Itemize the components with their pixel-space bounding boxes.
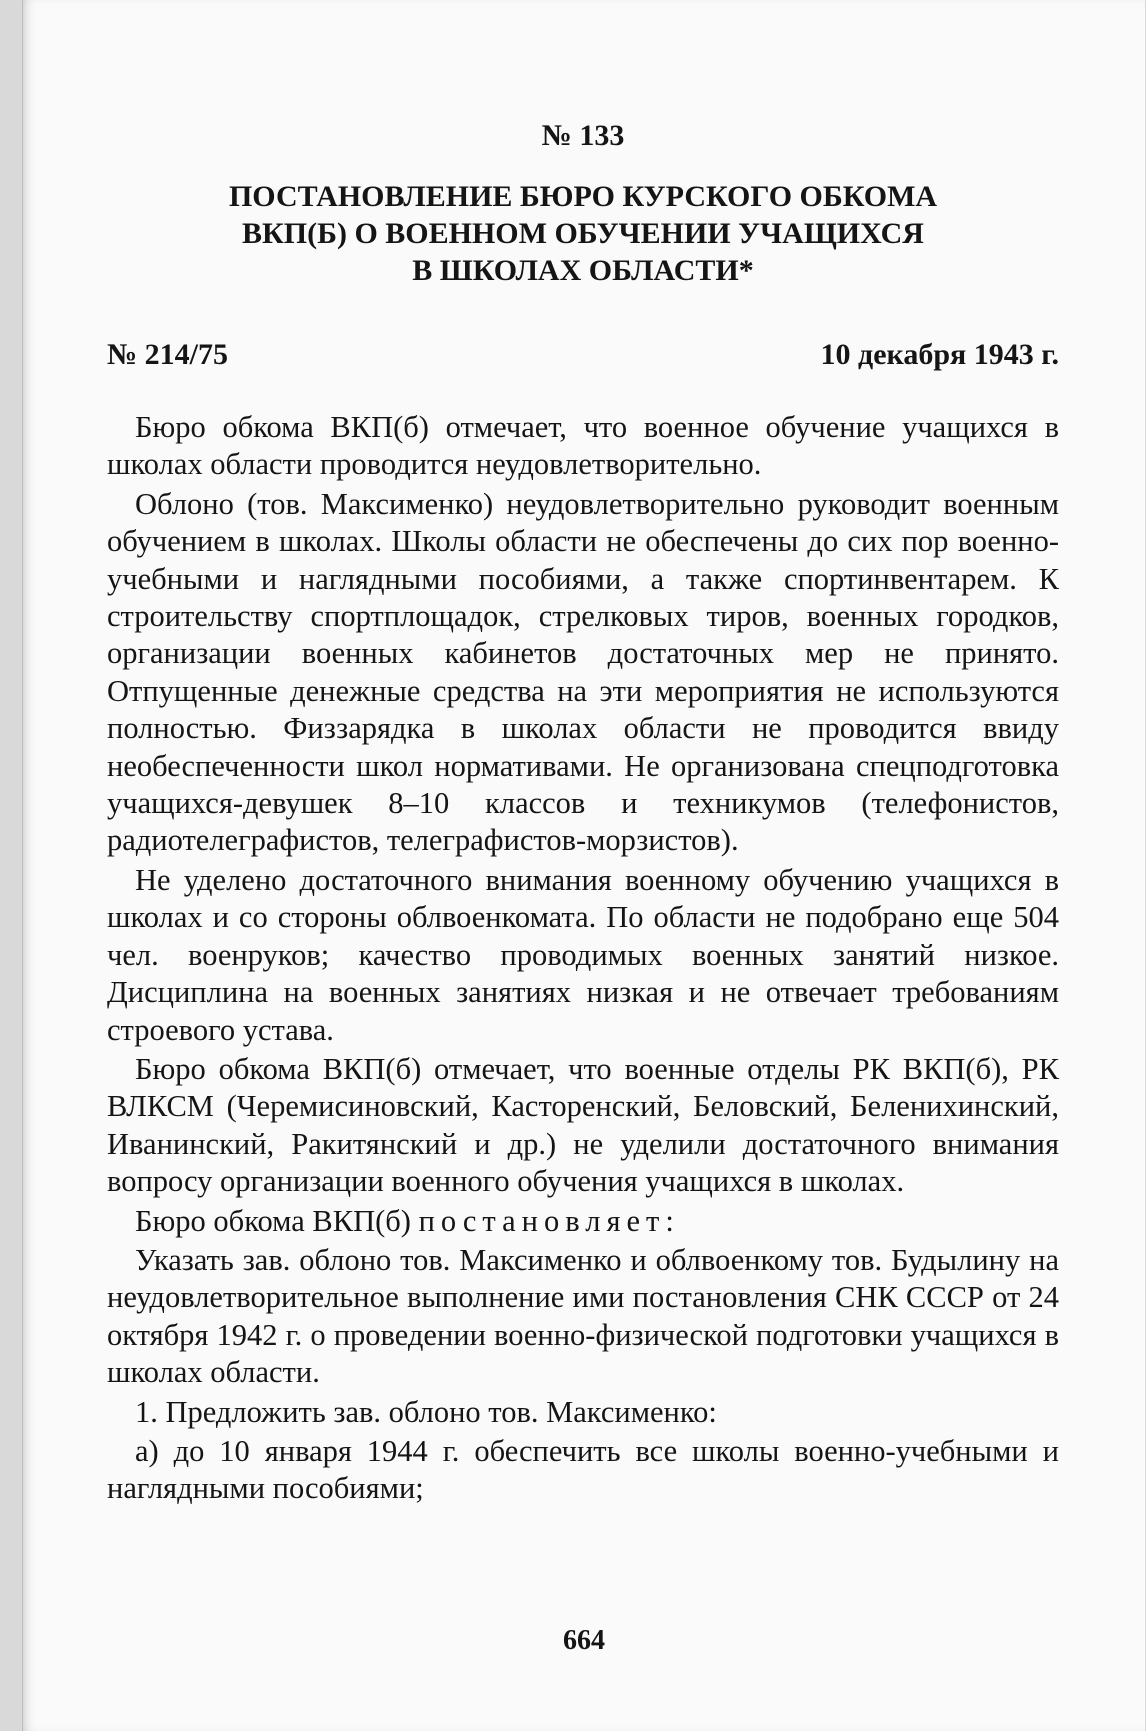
document-meta: [107, 337, 1059, 373]
document-page: [22, 0, 1145, 1731]
protocol-number: № 214/75: [107, 338, 228, 371]
paragraph-6: 1. Предложить зав. облоно тов. Максименко:: [135, 1394, 717, 1429]
resolution-prefix: Бюро обкома ВКП(б): [135, 1203, 419, 1238]
paragraph-7: а) до 10 января 1944 г. обеспечить все школы военно-учебными и наглядными пособиями;: [107, 1433, 1059, 1506]
paragraph-2: Облоно (тов. Максименко) неудовлетворительно руководит военным обучением в школах. Школы области не обеспечены до сих пор военно-учебными и наглядными пособиями, а также спортинвентарем. К строительству спортплощадок, стрелковых тиров, военных городков, организации военных кабинетов достаточных мер не принято. Отпущенные денежные средства на эти мероприятия не используются полностью. Физзарядка в школах области не проводится ввиду необеспеченности школ нормативами. Не организована спецподготовка учащихся-девушек 8–10 классов и техникумов (телефонистов, радиотелеграфистов, телеграфистов-морзистов).: [107, 486, 1059, 858]
resolution-line: [107, 1203, 1059, 1240]
page-number: 664: [563, 1625, 605, 1656]
title-line-2: ВКП(Б) О ВОЕННОМ ОБУЧЕНИИ УЧАЩИХСЯ: [242, 217, 924, 250]
resolution-word: постановляет:: [418, 1203, 680, 1238]
paragraph-3: Не уделено достаточного внимания военному обучению учащихся в школах и со стороны облвоенкомата. По области не подобрано еще 504 чел. военруков; качество проводимых военных занятий низкое. Дисциплина на военных занятиях низкая и не отвечает требованиям строевого устава.: [107, 862, 1059, 1047]
paragraph-4: Бюро обкома ВКП(б) отмечает, что военные отделы РК ВКП(б), РК ВЛКСМ (Черемисиновский, Касторенский, Беловский, Беленихинский, Иванинский, Ракитянский и др.) не уделили достаточного внимания вопросу организации военного обучения учащихся в школах.: [107, 1051, 1059, 1199]
document-title: [107, 178, 1059, 289]
document-number: № 133: [541, 119, 625, 152]
paragraph-1: Бюро обкома ВКП(б) отмечает, что военное обучение учащихся в школах области проводится неудовлетворительно.: [107, 410, 1059, 482]
title-line-3: В ШКОЛАХ ОБЛАСТИ*: [412, 254, 754, 287]
paragraph-5: Указать зав. облоно тов. Максименко и облвоенкому тов. Будылину на неудовлетворительное выполнение ими постановления СНК СССР от 24 октября 1942 г. о проведении военно-физической подготовки учащихся в школах области.: [107, 1242, 1059, 1390]
document-date: 10 декабря 1943 г.: [820, 338, 1059, 371]
document-content: [107, 118, 1059, 1508]
document-body: [107, 409, 1059, 1508]
title-line-1: ПОСТАНОВЛЕНИЕ БЮРО КУРСКОГО ОБКОМА: [228, 180, 938, 213]
